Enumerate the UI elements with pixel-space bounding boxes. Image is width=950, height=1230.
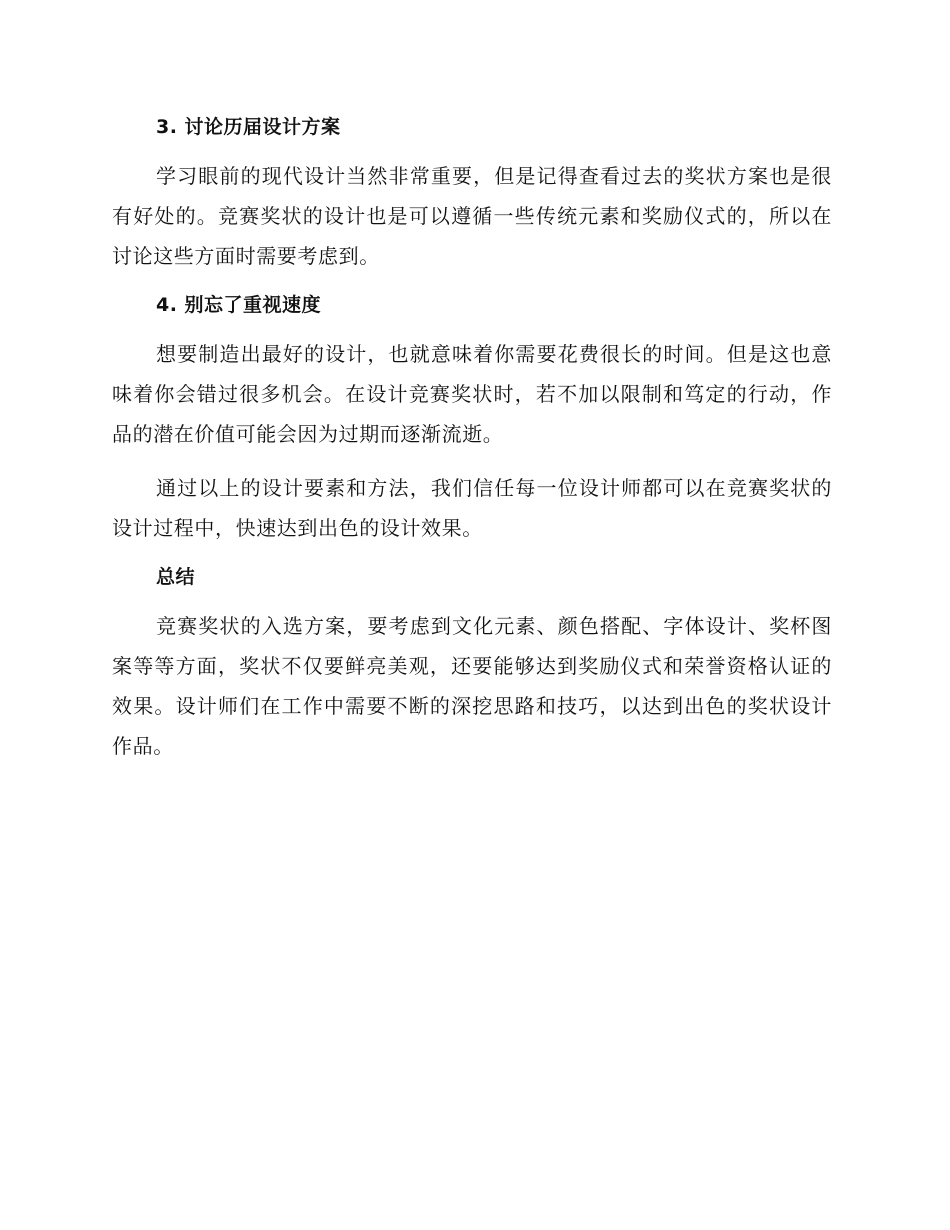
section-heading-3: 3. 讨论历届设计方案 — [156, 116, 341, 138]
paragraph: 想要制造出最好的设计，也就意味着你需要花费很长的时间。但是这也意味着你会错过很多机会。在设计竞赛奖状时，若不加以限制和笃定的行动，作品的潜在价值可能会因为过期而逐渐流逝。 — [112, 342, 832, 446]
paragraph: 通过以上的设计要素和方法，我们信任每一位设计师都可以在竞赛奖状的设计过程中，快速达到出色的设计效果。 — [112, 476, 832, 540]
section-heading-4: 4. 别忘了重视速度 — [156, 294, 322, 316]
section-heading-summary: 总结 — [156, 566, 196, 588]
paragraph: 学习眼前的现代设计当然非常重要，但是记得查看过去的奖状方案也是很有好处的。竞赛奖状的设计也是可以遵循一些传统元素和奖励仪式的，所以在讨论这些方面时需要考虑到。 — [112, 164, 832, 268]
document-body — [112, 112, 832, 780]
paragraph: 竞赛奖状的入选方案，要考虑到文化元素、颜色搭配、字体设计、奖杯图案等等方面，奖状不仅要鲜亮美观，还要能够达到奖励仪式和荣誉资格认证的效果。设计师们在工作中需要不断的深挖思路和技巧，以达到出色的奖状设计作品。 — [112, 614, 832, 758]
